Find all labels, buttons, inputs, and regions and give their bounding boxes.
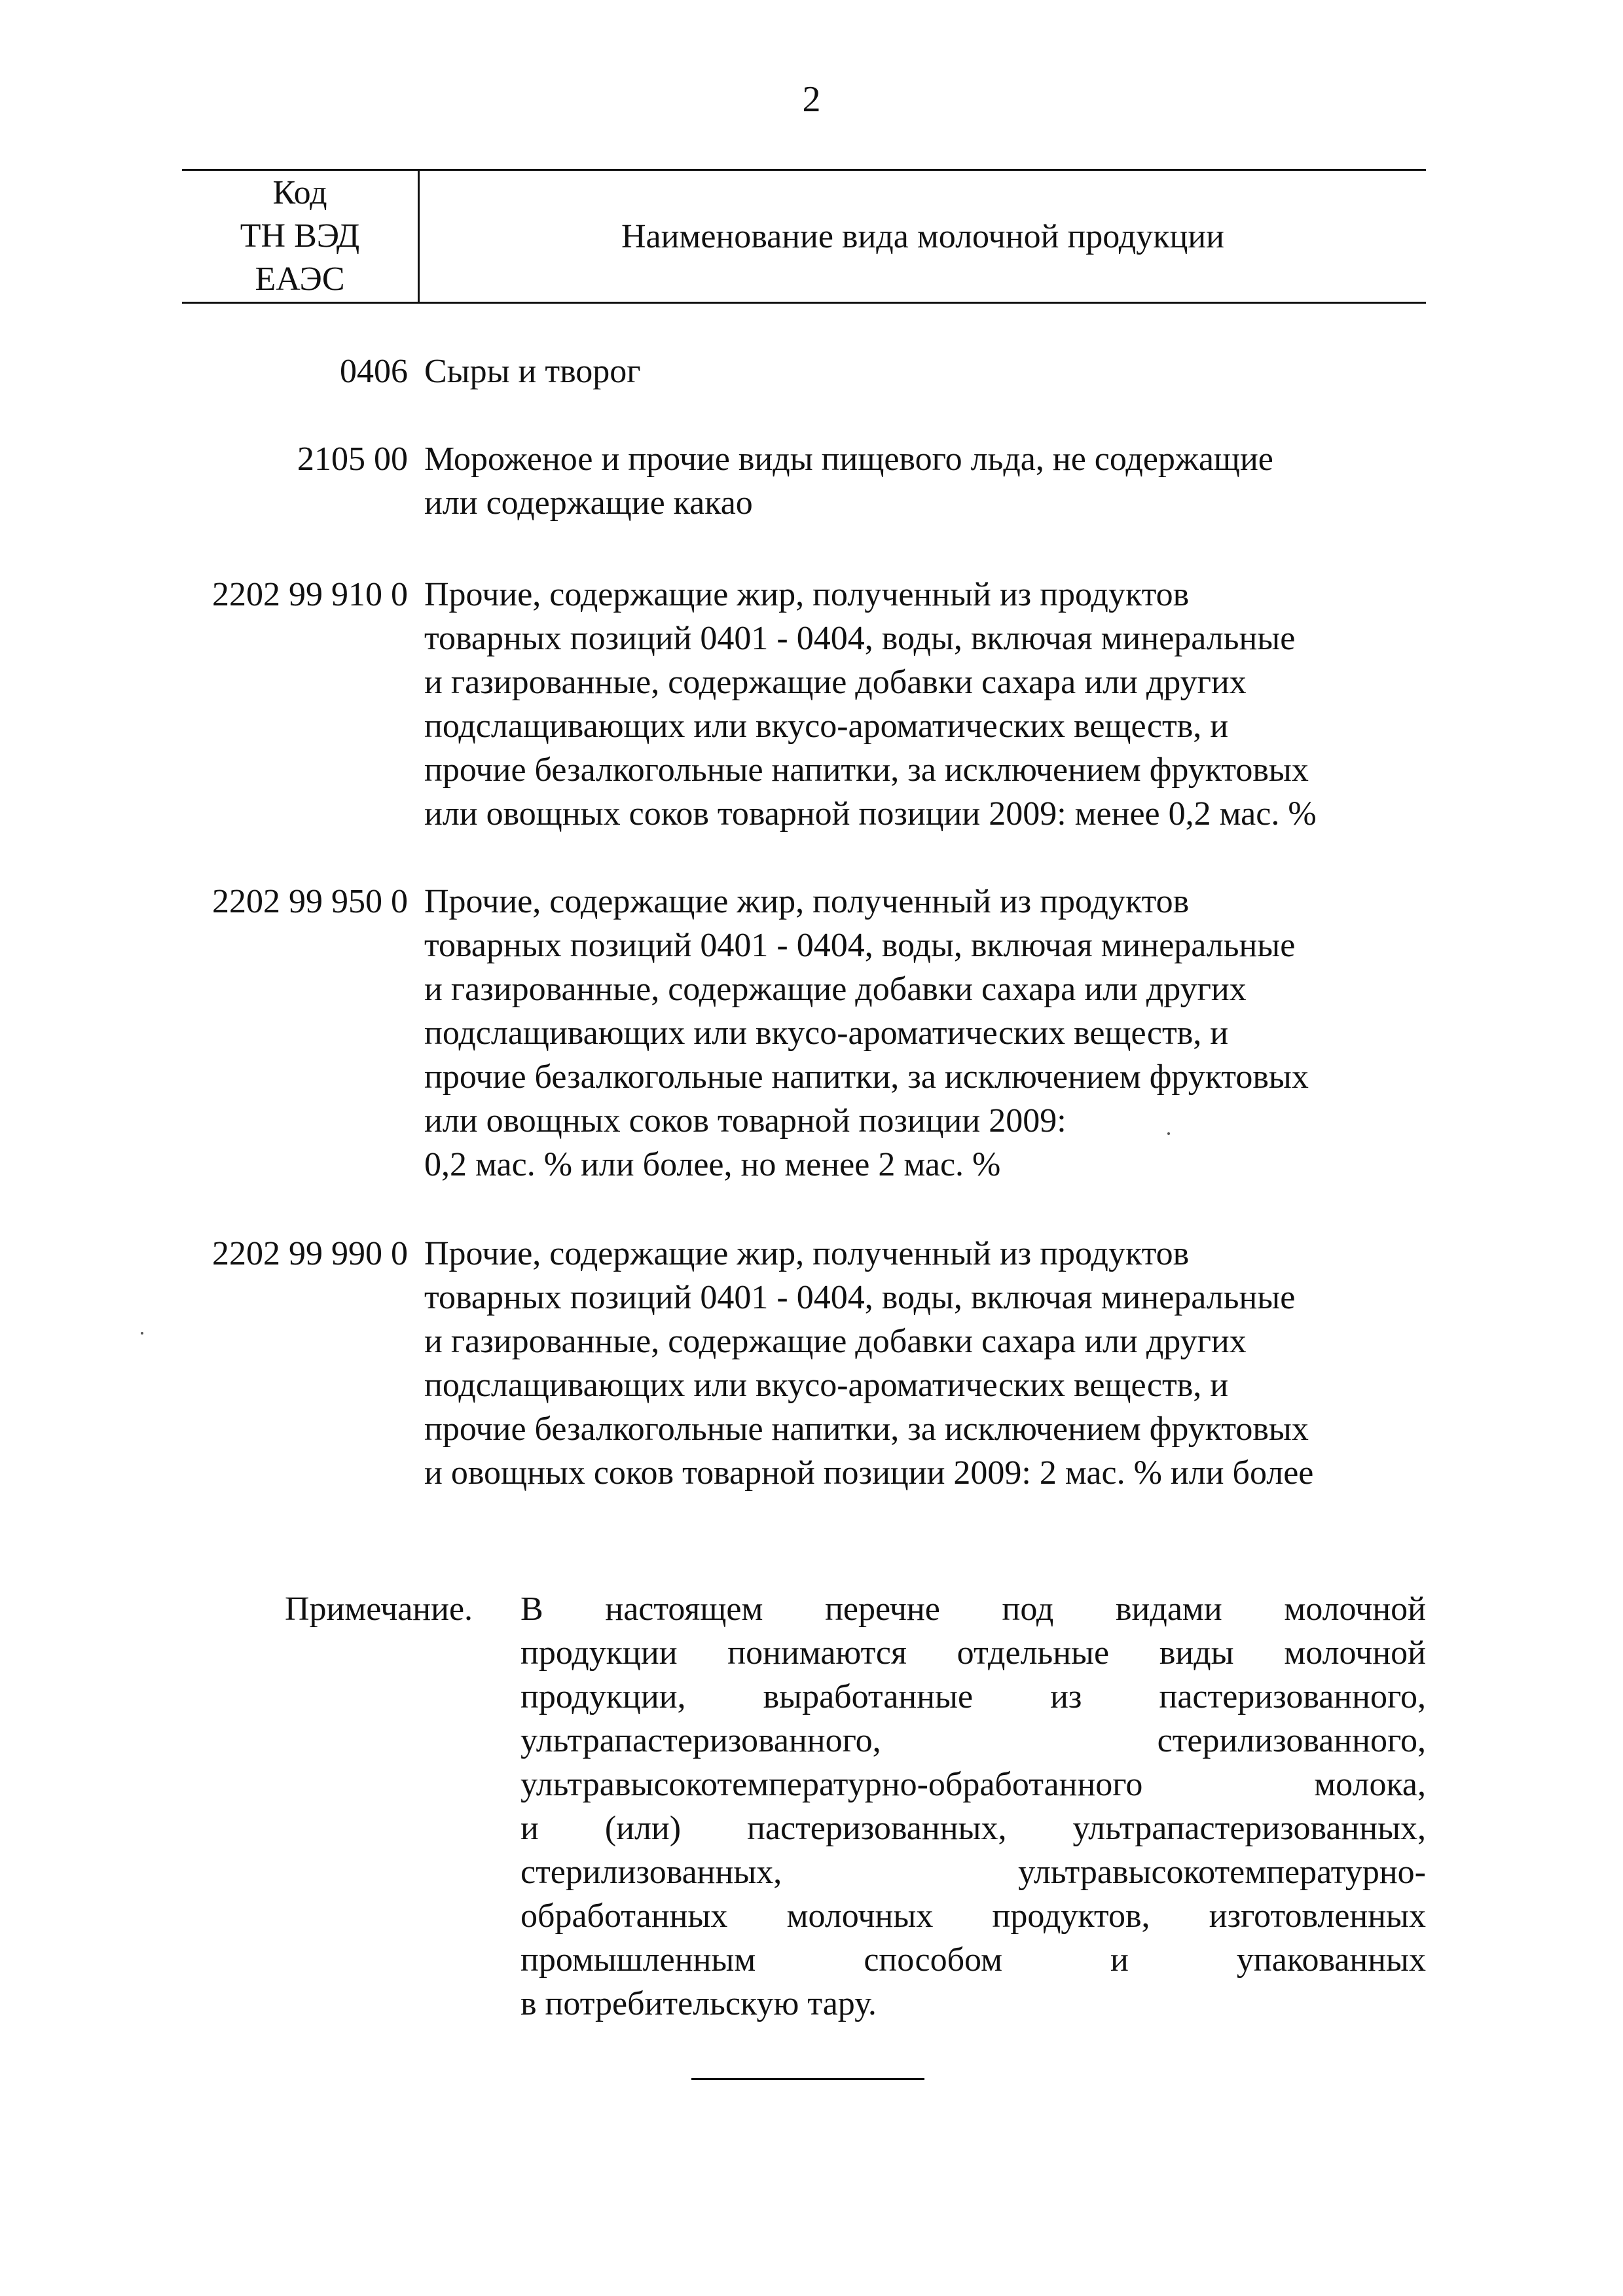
- row-name-line: Прочие, содержащие жир, полученный из продуктов: [424, 883, 1190, 920]
- row-name-line: и газированные, содержащие добавки сахара или других: [424, 971, 1247, 1008]
- row-name-line: подслащивающих или вкусо-ароматических веществ, и: [424, 708, 1229, 745]
- row-name-line: и газированные, содержащие добавки сахара или других: [424, 1323, 1247, 1360]
- row-code: 2202 99 950 0: [212, 883, 408, 920]
- row-name-line: подслащивающих или вкусо-ароматических веществ, и: [424, 1367, 1229, 1404]
- scan-speck: [1167, 1132, 1170, 1135]
- note-line: стерилизованных, ультравысокотемпературно-: [520, 1854, 1426, 1891]
- note-line: промышленным способом и упакованных: [520, 1941, 1426, 1979]
- row-name-line: товарных позиций 0401 - 0404, воды, включая минеральные: [424, 1279, 1296, 1316]
- row-name-line: или содержащие какао: [424, 484, 753, 522]
- row-name-line: 0,2 мас. % или более, но менее 2 мас. %: [424, 1146, 1001, 1183]
- row-name: [424, 573, 1432, 836]
- row-name-line: Прочие, содержащие жир, полученный из продуктов: [424, 1235, 1190, 1272]
- note-line: продукции понимаются отдельные виды молочной: [520, 1634, 1426, 1672]
- row-name: [424, 350, 1432, 393]
- note-line: В настоящем перечне под видами молочной: [520, 1590, 1426, 1628]
- header-code-line: ТН ВЭД: [240, 217, 360, 255]
- header-code-line: Код: [272, 174, 327, 211]
- row-name-line: Мороженое и прочие виды пищевого льда, не содержащие: [424, 440, 1273, 478]
- note-line: продукции, выработанные из пастеризованного,: [520, 1678, 1426, 1715]
- table-header: [182, 169, 1426, 304]
- note-line: ультравысокотемпературно-обработанного молока,: [520, 1766, 1426, 1803]
- row-code: 2202 99 990 0: [212, 1235, 408, 1272]
- row-code: 2105 00: [297, 440, 408, 478]
- row-code: 2202 99 910 0: [212, 576, 408, 613]
- end-rule: [691, 2078, 924, 2080]
- header-name-column: Наименование вида молочной продукции: [621, 217, 1225, 255]
- note-label: Примечание.: [285, 1590, 473, 1628]
- row-name-line: подслащивающих или вкусо-ароматических веществ, и: [424, 1014, 1229, 1052]
- row-name: [424, 880, 1432, 1187]
- row-name-line: прочие безалкогольные напитки, за исключением фруктовых: [424, 751, 1309, 789]
- row-name-line: или овощных соков товарной позиции 2009:: [424, 1102, 1067, 1139]
- note-line: и (или) пастеризованных, ультрапастеризованных,: [520, 1810, 1426, 1847]
- row-name-line: или овощных соков товарной позиции 2009: менее 0,2 мас. %: [424, 795, 1317, 833]
- note-line: обработанных молочных продуктов, изготовленных: [520, 1897, 1426, 1935]
- row-name-line: и овощных соков товарной позиции 2009: 2 мас. % или более: [424, 1454, 1314, 1492]
- row-name-line: товарных позиций 0401 - 0404, воды, включая минеральные: [424, 620, 1296, 657]
- note-text: [520, 1587, 1426, 2026]
- note-line: ультрапастеризованного, стерилизованного,: [520, 1722, 1426, 1759]
- row-name-line: прочие безалкогольные напитки, за исключением фруктовых: [424, 1058, 1309, 1096]
- row-name-line: Прочие, содержащие жир, полученный из продуктов: [424, 576, 1190, 613]
- row-code: 0406: [340, 353, 408, 390]
- row-name: [424, 1232, 1432, 1495]
- row-name: [424, 437, 1432, 525]
- row-name-line: Сыры и творог: [424, 353, 641, 390]
- header-code-column: [182, 171, 418, 302]
- header-code-line: ЕАЭС: [255, 260, 345, 298]
- row-name-line: и газированные, содержащие добавки сахара или других: [424, 664, 1247, 701]
- row-name-line: прочие безалкогольные напитки, за исключением фруктовых: [424, 1410, 1309, 1448]
- row-name-line: товарных позиций 0401 - 0404, воды, включая минеральные: [424, 927, 1296, 964]
- page-number: 2: [802, 79, 821, 120]
- note-last-line: в потребительскую тару.: [520, 1985, 877, 2022]
- scan-speck: [141, 1332, 143, 1335]
